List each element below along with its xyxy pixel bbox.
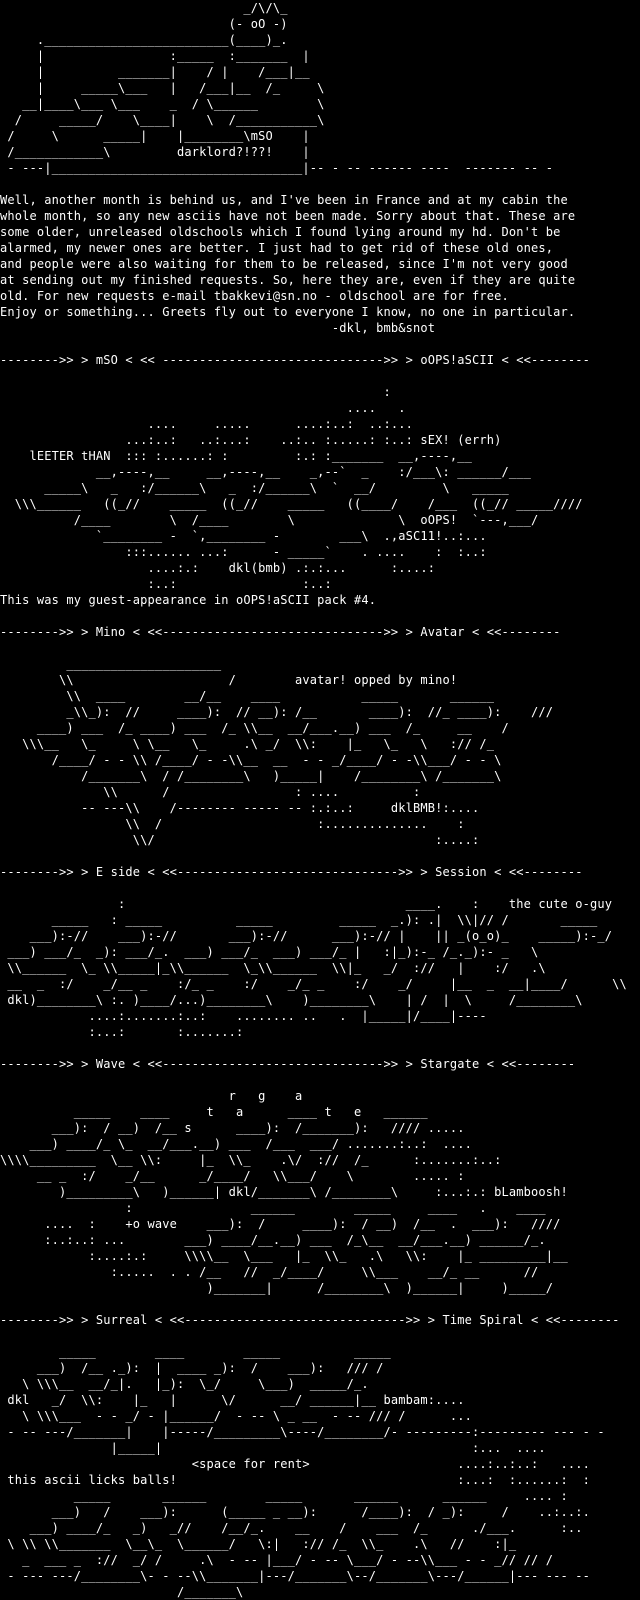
wave-stargate-art: r g a _____ ____ t a ____ t e ______ ___): / __) /__ s ____): /_______): //// ..... ___) ____/_ \_ __/___.__) ___ /___ ___/ .......:..: .... \\\\_________ \__ \\: |_ \\_ .\/ :// /_ :.......:..: __ _ :/ _/__ _/____/ \\___/ \ ..... : )_________\ )______| dkl/_______\ /________\ :...:.: bLamboosh! : ______ _____ ____ . ____ .... : +o wave ___): / ____): / __) /__ . ___): //// :..:..: ... ___) ____/__.__) ___ /_\__ __/___.__) ______/_. :....:.: \\\\__ \___ |_ \\_ .\ \\: |_ _________|__ :..... . . /__ // _/____/ \\___ __/_ __ // )_______| /________\ )______| )_____/ xyxy=(0,1089,568,1295)
eside-session-art: : ____. : the cute o-guy _____ : _____ _____ _____ _.): .| \\|// / _____ ___):-// ___):-// ___):-// ___):-// | || _(o_o)_ _____):-_/ ___) ___/_ _): ___/_. ___) ___/_ ___) ___/_ | :|_):-_ /_._):- _ \ \\______ \_ \\_____|_\\______ \_\\______ \\|_ _/ :// | :/ .\ __ _ :/ _/__ _ :/_ _ :/ _/_ _ :/ _/ |__ _ __|____/ \\ dkl)________\ :. )____/...)________\ )________\ | / | \ /________\ ....:.......:..: ........ .. . |_____|/____|---- :...: :.......: xyxy=(7,897,627,1039)
section-divider-wave-stargate: -------->> > Wave < <<------------------------------>> > Stargate < <<-------- xyxy=(0,1057,576,1071)
darklord-logo-art: _/\/\_ (- oO -) ._________________________(____)_. | :_____ :_______ | | _______| / | /___|__ | _____\___ | /___|__ /_ \ __|____\___ \___ _ / \______ \ / _____/ \____| \ /___________\ / \ _____| |________\mSO | /____________\ darklord?!??! | - ---|__________________________________|-- - -- ------ ---- ------- -- - xyxy=(7,1,554,175)
section-divider-surreal-timespiral: -------->> > Surreal < <<------------------------------>> > Time Spiral < <<-------- xyxy=(0,1313,620,1327)
intro-message: Well, another month is behind us, and I've been in France and at my cabin the whole month, so any new asciis have not been made. Sorry about that. These are some older, unreleased oldschools which I found lying around my hd. Don't be alarmed, my newer ones are better. I just had to get rid of these old ones, and people were also waiting for them to be released, since I'm not very good at sending out my finished requests. So, here they are, even if they are quite old. For new requests e-mail tbakkevi@sn.no - oldschool are for free. Enjoy or something... Greets fly out to everyone I know, no one in particular. -dkl, bmb&snot xyxy=(0,193,576,335)
mino-avatar-art: _____________________ \\ / avatar! opped by mino! \\ ____ __/__ ____ _____ ______ _\\_): // ____): // __): /__ ____): //_ ____): /// ____) ___ /_ ____) ___ /_ \\__ __/___.__) ___ /_ __ / \\\__ \_ \ \__ \_ .\ _/ \\: |_ \_ \ :// /_ /____/ - - \\ /____/ - -\\__ __ - - _/____/ - -\\___/ - - \ /_______\ / /________\ )_____| /________\ /_______\ \\ / : .... : -- ---\\ /-------- ----- -- :.:..: dklBMB!:.... \\ / :.............. : \\/ :....: xyxy=(22,657,554,847)
section-divider-eside-session: -------->> > E side < <<------------------------------>> > Session < <<-------- xyxy=(0,865,583,879)
surreal-timespiral-art: _____ ____ _____ _____ ___) /__ ._): | ____ _): / ___): /// / \ \\\__ __/_|. |_): \_/ \___) _____/_. dkl _/ \\: |_ | \/ __/ ______|__ bambam:.... \ \\\___ - - _/ - |______/ - -- \ _ __ - -- /// / ... - -- ---/_______| |-----/_________\----/________/- ---------:--------- --- - - |_____| :... .... <space for rent> ....:..:..: .... this ascii licks balls! :...: :......: : _____ ______ _____ ______ ______ .... : ___) / ___): (_____ _ __): /____): / _): / ..:..:. ___) ____/_ _) _// /__/_. __ / ___ /_ ./___. :.. \ \\ \\_______ \__\_ \______/ \:| :// /_ \\_ .\ // :|_ _ ___ _ :// _/ / .\ - -- |___/ - -- \___/ - --\\___ - - _// // / - --- ---/________\- - --\\_______|---/_______\--/_______\---/______|--- --- -- /_______\ xyxy=(7,1345,605,1599)
section-divider-mino-avatar: -------->> > Mino < <<------------------------------>> > Avatar < <<-------- xyxy=(0,625,561,639)
mso-oopsascii-art: : .... . .... ..... ....:..: ..:... ...:..: ..:...: ..:.. :.....: :..: sEX! (errh) lEETER tHAN ::: :......: : :.: :_______ __,----,__ __,----,__ __,----,__ _,--` _ :/___\: ______/___ _____\ _ :/______\ _ :/______\ ` __/ \ _____ \\\______ ((_// _____ ((_// _____ ((____/ /___ ((_// _____//// /____ \ /____ \ \ oOPS! `---,___/ `________ - `,________ - ___\ .,aSC11!..:... :::...... ...: - _____` . .... : :..: ....:.: dkl(bmb) .:.:... :....: :..: :..: This was my guest-appearance in oOPS!aSCII pack #4. xyxy=(0,385,583,607)
section-divider-mso-oopsascii: -------->> > mSO < << ------------------------------>> > oOPS!aSCII < <<-------- xyxy=(0,353,590,367)
